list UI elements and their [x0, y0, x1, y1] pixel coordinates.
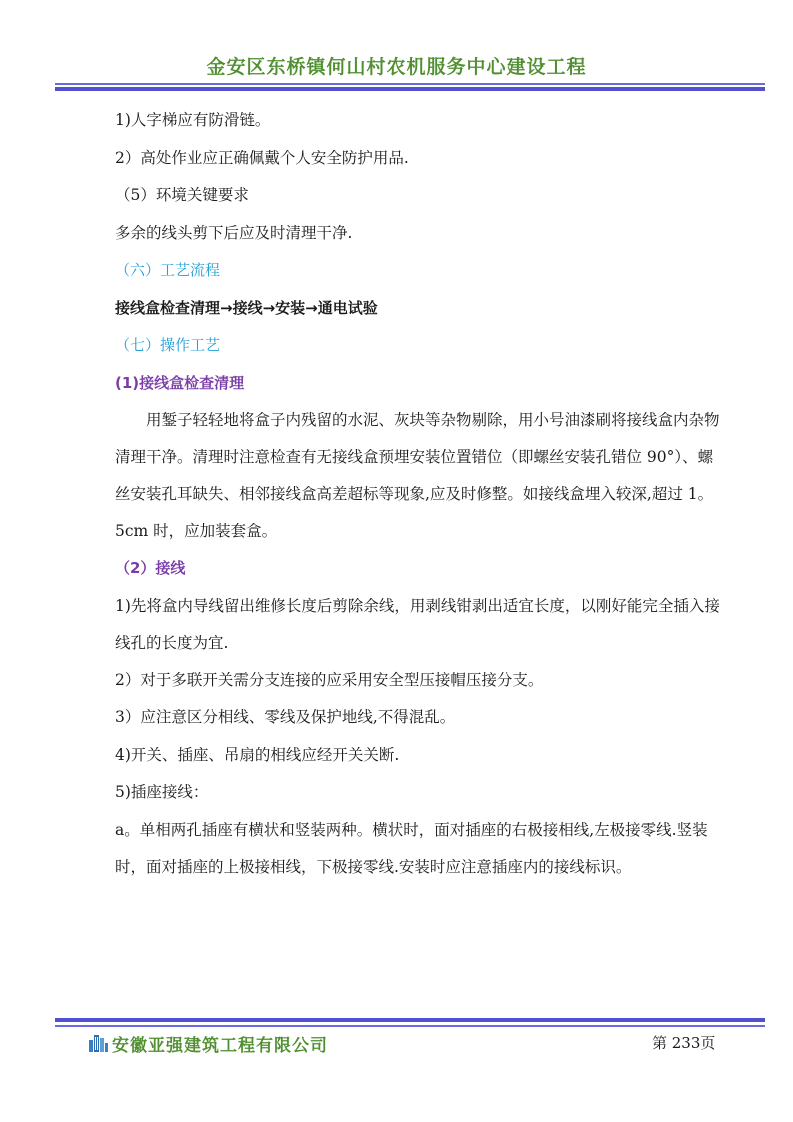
footer-rule-thick: [55, 1018, 765, 1022]
page-number: 第 233页: [652, 1034, 716, 1052]
footer-rule-thin: [55, 1025, 765, 1027]
header-rule-thin: [55, 83, 765, 85]
paragraph: 4)开关、插座、吊扇的相线应经开关关断.: [115, 745, 400, 764]
process-flow: 接线盒检查清理→接线→安装→通电试验: [115, 298, 378, 317]
paragraph: 2）对于多联开关需分支连接的应采用安全型压接帽压接分支。: [115, 670, 544, 689]
paragraph: 1)先将盒内导线留出维修长度后剪除余线，用剥线钳剥出适宜长度，以刚好能完全插入接线孔的长度为宜.: [115, 596, 720, 652]
paragraph: 2）高处作业应正确佩戴个人安全防护用品.: [115, 148, 409, 167]
paragraph: 用錾子轻轻地将盒子内残留的水泥、灰块等杂物剔除，用小号油漆刷将接线盒内杂物清理干净。清理时注意检查有无接线盒预埋安装位置错位（即螺丝安装孔错位 90°）、螺丝安装孔耳缺失、相邻接线盒高差超标等现象,应及时修整。如接线盒埋入较深,超过 1。5cm 时，应加装套盒。: [115, 411, 720, 540]
paragraph: 多余的线头剪下后应及时清理干净.: [115, 223, 353, 242]
header-title: 金安区东桥镇何山村农机服务中心建设工程: [206, 56, 587, 78]
paragraph: 3）应注意区分相线、零线及保护地线,不得混乱。: [115, 708, 456, 726]
header-rule-thick: [55, 87, 765, 91]
paragraph: a。单相两孔插座有横状和竖装两种。横状时，面对插座的右极接相线,左极接零线.竖装时，面对插座的上极接相线，下极接零线.安装时应注意插座内的接线标识。: [115, 820, 708, 876]
paragraph: 5)插座接线：: [115, 783, 209, 801]
subheading-wiring: （2）接线: [115, 559, 186, 577]
subheading-box-cleaning: (1)接线盒检查清理: [115, 373, 245, 392]
section-heading-process: （六）工艺流程: [115, 261, 221, 279]
building-logo-icon: [88, 1032, 108, 1052]
document-body: [115, 102, 727, 886]
section-label: （5）环境关键要求: [115, 186, 249, 204]
paragraph: 1)人字梯应有防滑链。: [115, 111, 271, 129]
section-heading-operation: （七）操作工艺: [115, 336, 221, 354]
footer-company-name: 安徽亚强建筑工程有限公司: [112, 1036, 328, 1056]
